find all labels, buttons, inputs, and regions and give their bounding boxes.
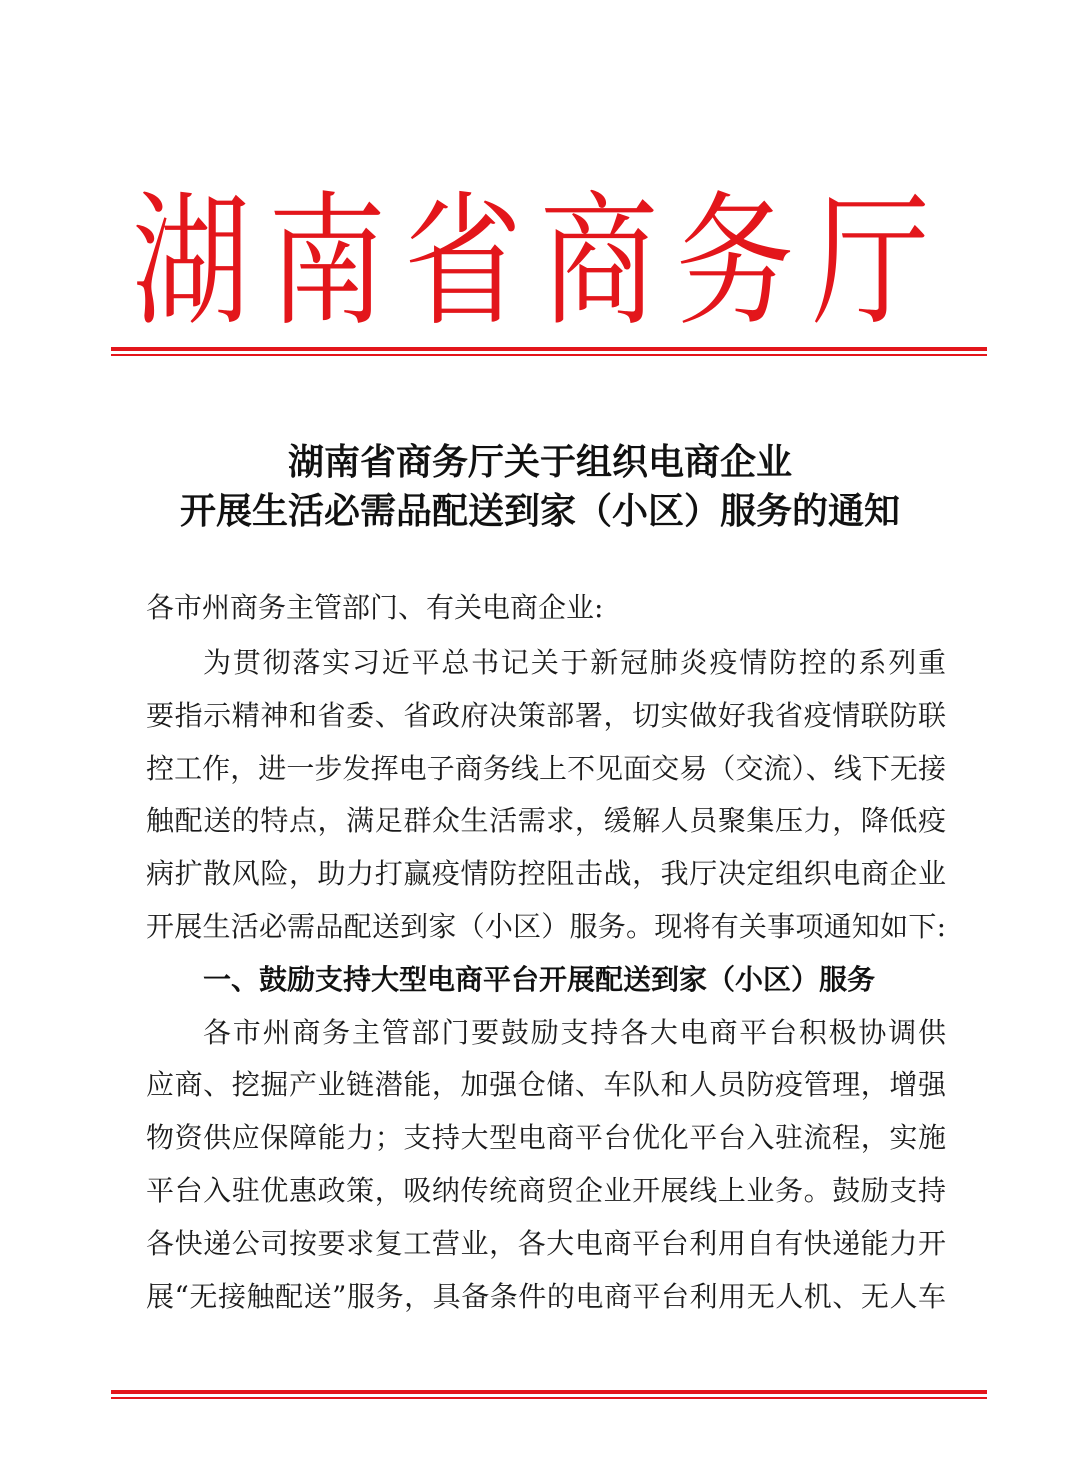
paragraph-1-line: 为贯彻落实习近平总书记关于新冠肺炎疫情防控的系列重 [203, 646, 946, 679]
salutation: 各市州商务主管部门、有关电商企业: [146, 591, 604, 624]
paragraph-1-line: 病扩散风险，助力打赢疫情防控阻击战，我厅决定组织电商企业 [146, 857, 946, 890]
masthead-organization-name: 湖南省商务厅 [131, 177, 948, 346]
document-title-line-1: 湖南省商务厅关于组织电商企业 [287, 442, 792, 483]
paragraph-1-line: 要指示精神和省委、省政府决策部署，切实做好我省疫情联防联 [146, 699, 946, 732]
paragraph-2-line: 展“无接触配送”服务，具备条件的电商平台利用无人机、无人车 [146, 1280, 946, 1313]
paragraph-2-line: 平台入驻优惠政策，吸纳传统商贸企业开展线上业务。鼓励支持 [146, 1174, 946, 1207]
header-double-rule [111, 347, 987, 356]
paragraph-2-line: 应商、挖掘产业链潜能，加强仓储、车队和人员防疫管理，增强 [146, 1068, 946, 1101]
paragraph-1-line: 开展生活必需品配送到家（小区）服务。现将有关事项通知如下: [146, 910, 946, 943]
paragraph-2-line: 各市州商务主管部门要鼓励支持各大电商平台积极协调供 [203, 1016, 946, 1049]
paragraph-2-line: 物资供应保障能力；支持大型电商平台优化平台入驻流程，实施 [146, 1121, 946, 1154]
document-title-line-2: 开展生活必需品配送到家（小区）服务的通知 [179, 491, 900, 532]
paragraph-1-line: 触配送的特点，满足群众生活需求，缓解人员聚集压力，降低疫 [146, 804, 946, 837]
paragraph-1-line: 控工作，进一步发挥电子商务线上不见面交易（交流）、线下无接 [146, 752, 946, 785]
paragraph-2-line: 各快递公司按要求复工营业，各大电商平台利用自有快递能力开 [146, 1227, 946, 1260]
footer-double-rule [111, 1390, 987, 1399]
section-1-heading: 一、鼓励支持大型电商平台开展配送到家（小区）服务 [203, 963, 876, 996]
